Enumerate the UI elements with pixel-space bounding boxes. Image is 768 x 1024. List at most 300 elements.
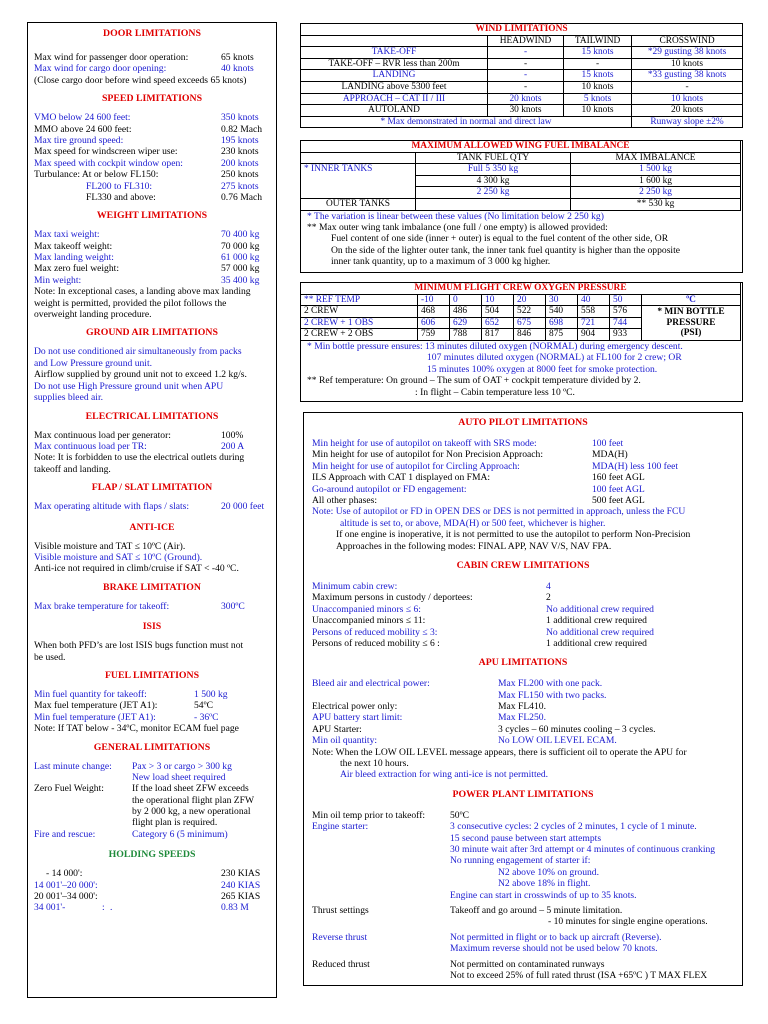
door-limitations-title: DOOR LIMITATIONS: [103, 28, 201, 39]
apu-value: Max FL410.: [498, 701, 546, 713]
apu-label: Electrical power only:: [312, 701, 398, 713]
fuel-value: 54ºC: [194, 700, 213, 712]
fuel-note: Note: If TAT below - 34ºC, monitor ECAM fuel page: [34, 723, 239, 735]
anti-ice-line: Visible moisture and TAT ≤ 10ºC (Air).: [34, 540, 186, 552]
speed-label: Turbulance: At or below FL150:: [34, 169, 159, 181]
wind-cell: 10 knots: [564, 81, 632, 93]
oxygen-value: 904: [578, 329, 610, 341]
cabin-label: Unaccompanied minors ≤ 6:: [312, 603, 421, 615]
isis-line: be used.: [34, 651, 66, 663]
holding-colon: :: [102, 902, 105, 914]
flap-value: 20 000 feet: [221, 501, 265, 513]
wind-header: TAILWIND: [564, 35, 632, 47]
wind-row: [301, 81, 743, 93]
outer-tanks-label: OUTER TANKS: [301, 198, 416, 210]
weight-value: 70 000 kg: [221, 240, 260, 252]
fuel-value: 1 500 kg: [194, 688, 228, 700]
fuel-label: Min fuel quantity for takeoff:: [34, 688, 147, 700]
starter-row: [312, 867, 734, 878]
oil-temp-row: [312, 810, 734, 821]
holding-value: 240 KIAS: [221, 879, 261, 891]
electrical-row: [34, 430, 270, 441]
weight-value: 35 400 kg: [221, 274, 260, 286]
oxygen-value: 675: [514, 317, 546, 329]
autopilot-row: [312, 449, 734, 460]
wind-cell: -: [488, 70, 564, 82]
autopilot-label: Min height for use of autopilot on takeoff with SRS mode:: [312, 438, 537, 449]
cabin-label: Maximum persons in custody / deportees:: [312, 592, 473, 604]
starter-value: N2 above 10% on ground.: [498, 866, 599, 878]
cabin-value: 2: [546, 592, 551, 604]
left-panel: [27, 22, 277, 998]
weight-label: Max landing weight:: [34, 252, 114, 264]
flap-label: Max operating altitude with flaps / slats:: [34, 501, 190, 513]
oxygen-unit: ºC: [642, 294, 741, 306]
weight-row: [34, 252, 270, 263]
cabin-row: [312, 638, 734, 649]
fuel-value: - 36ºC: [194, 711, 219, 723]
min-bottle-line: PRESSURE: [666, 317, 716, 328]
wind-row-label: AUTOLAND: [301, 105, 488, 117]
oxygen-value: 788: [450, 329, 482, 341]
ref-temp-label: ** REF TEMP: [301, 294, 418, 306]
speed-value: 350 knots: [221, 112, 259, 124]
imbalance-header: MAX IMBALANCE: [571, 152, 741, 164]
speed-label: Max tire ground speed:: [34, 134, 124, 146]
imbalance-table: [300, 140, 741, 211]
apu-note: Air bleed extraction for wing anti-ice is not permitted.: [340, 769, 549, 781]
speed-value: 0.82 Mach: [221, 123, 263, 135]
thrust-row: [312, 916, 734, 927]
oxygen-value: 522: [514, 306, 546, 318]
electrical-value: 200 A: [221, 440, 245, 452]
min-bottle-label: [642, 306, 741, 341]
imbalance-note: inner tank quantity, up to a maximum of 3 000 kg higher.: [331, 256, 551, 268]
cabin-label: Persons of reduced mobility ≤ 3:: [312, 626, 438, 638]
starter-value: N2 above 18% in flight.: [498, 878, 591, 890]
oxygen-note: ** Ref temperature: On ground – The sum of OAT + cockpit temperature divided by 2.: [307, 375, 641, 387]
wind-cell: 20 knots: [488, 93, 564, 105]
fire-label: Fire and rescue:: [34, 828, 96, 840]
weight-value: 57 000 kg: [221, 263, 260, 275]
wind-cell: -: [564, 58, 632, 70]
door-note: (Close cargo door before wind speed exceeds 65 knots): [34, 74, 247, 86]
autopilot-label: Min height for use of autopilot for Circling Approach:: [312, 460, 520, 472]
autopilot-value: MDA(H) less 100 feet: [592, 460, 679, 472]
oil-temp-label: Min oil temp prior to takeoff:: [312, 809, 426, 821]
oxygen-value: 504: [482, 306, 514, 318]
imbalance-panel: [300, 140, 743, 273]
brake-label: Max brake temperature for takeoff:: [34, 600, 170, 612]
cabin-value: 4: [546, 580, 551, 592]
cabin-row: [312, 581, 734, 592]
autopilot-row: [312, 461, 734, 472]
door-value: 40 knots: [221, 63, 254, 75]
speed-value: 230 knots: [221, 146, 259, 158]
zfw-label: Zero Fuel Weight:: [34, 783, 104, 795]
weight-value: 70 400 kg: [221, 229, 260, 241]
cabin-label: Persons of reduced mobility ≤ 6 :: [312, 637, 440, 649]
oxygen-temp: 20: [514, 294, 546, 306]
weight-row: [34, 229, 270, 240]
imbalance-note: On the side of the lighter outer tank, the inner tank fuel quantity is higher than the opposite: [331, 244, 681, 256]
apu-note: the next 10 hours.: [340, 758, 409, 770]
apu-label: APU battery start limit:: [312, 712, 403, 724]
wind-cell: 10 knots: [564, 105, 632, 117]
starter-row: [312, 855, 734, 866]
apu-label: APU Starter:: [312, 723, 362, 735]
oxygen-value: 759: [418, 329, 450, 341]
anti-ice-title: ANTI-ICE: [129, 521, 175, 533]
oxygen-temp: -10: [418, 294, 450, 306]
reverse-value: Maximum reverse should not be used below 70 knots.: [450, 943, 658, 955]
general-title: GENERAL LIMITATIONS: [93, 741, 211, 753]
last-minute-value: Pax > 3 or cargo > 300 kg: [132, 760, 232, 772]
autopilot-label: Min height for use of autopilot for Non Precision Approach:: [312, 449, 544, 461]
oxygen-temp: 40: [578, 294, 610, 306]
apu-row: [312, 701, 734, 712]
wind-row-label: TAKE-OFF: [301, 47, 488, 59]
cabin-value: No additional crew required: [546, 603, 654, 615]
ground-air-line: Do not use conditioned air simultaneously from packs: [34, 346, 242, 358]
oxygen-value: 698: [546, 317, 578, 329]
speed-label: FL330 and above:: [86, 191, 156, 203]
imbalance-corner: [301, 152, 416, 164]
zfw-row: [34, 806, 270, 817]
fire-value: Category 6 (5 minimum): [132, 828, 228, 840]
reduced-value: Not permitted on contaminated runways: [450, 958, 605, 970]
oxygen-value: 721: [578, 317, 610, 329]
wind-row-label: LANDING: [301, 70, 488, 82]
starter-row: [312, 878, 734, 889]
autopilot-note: altitude is set to, or above, MDA(H) or 500 feet, whichever is higher.: [340, 517, 606, 529]
speed-row: [34, 192, 270, 203]
oxygen-value: 558: [578, 306, 610, 318]
oxygen-note: * Min bottle pressure ensures: 13 minutes diluted oxygen (NORMAL) during emergency descent.: [307, 340, 683, 352]
oxygen-temp: 30: [546, 294, 578, 306]
autopilot-value: 100 feet: [592, 438, 624, 449]
oxygen-value: 606: [418, 317, 450, 329]
reduced-row: [312, 959, 734, 970]
holding-label: 34 001'-: [34, 902, 66, 914]
holding-value: 265 KIAS: [221, 891, 261, 903]
weight-label: Max takeoff weight:: [34, 240, 113, 252]
oxygen-value: 486: [450, 306, 482, 318]
reverse-row: [312, 943, 734, 954]
cabin-row: [312, 604, 734, 615]
oxygen-temp: 0: [450, 294, 482, 306]
oxygen-value: 744: [610, 317, 642, 329]
apu-bleed-row: [312, 678, 734, 689]
oxygen-value: 846: [514, 329, 546, 341]
zfw-value: flight plan is required.: [132, 817, 218, 829]
autopilot-row: [312, 472, 734, 483]
apu-label: Min oil quantity:: [312, 735, 378, 747]
speed-label: Max speed with cockpit window open:: [34, 157, 183, 169]
min-bottle-line: (PSI): [680, 328, 702, 339]
apu-note: Note: When the LOW OIL LEVEL message appears, there is sufficient oil to operate the APU for: [312, 746, 687, 758]
electrical-label: Max continuous load per generator:: [34, 429, 171, 441]
door-row: [34, 63, 270, 74]
cabin-row: [312, 615, 734, 626]
ground-air-line: Do not use High Pressure ground unit when APU: [34, 380, 224, 392]
electrical-value: 100%: [221, 429, 244, 441]
reduced-label: Reduced thrust: [312, 958, 370, 970]
electrical-note: Note: It is forbidden to use the electrical outlets during: [34, 452, 245, 464]
powerplant-title: POWER PLANT LIMITATIONS: [452, 788, 594, 800]
apu-bleed-row: [312, 690, 734, 701]
starter-value: 30 minute wait after 3rd attempt or 4 minutes of continuous cranking: [450, 844, 716, 856]
speed-row: [34, 112, 270, 123]
door-value: 65 knots: [221, 52, 254, 63]
anti-ice-line: Anti-ice not required in climb/cruise if SAT < -40 ºC.: [34, 563, 239, 575]
reduced-value: Not to exceed 25% of full rated thrust (ISA +65ºC ) T MAX FLEX: [450, 969, 708, 981]
holding-row: [34, 902, 270, 913]
brake-row: [34, 601, 270, 612]
reverse-label: Reverse thrust: [312, 931, 368, 943]
wind-row: [301, 70, 743, 82]
oil-temp-value: 50ºC: [450, 809, 469, 821]
wind-row: [301, 93, 743, 105]
starter-value: No running engagement of starter if:: [450, 855, 591, 867]
wind-table: [300, 23, 743, 128]
holding-value: 230 KIAS: [221, 868, 261, 880]
imbalance-note: Fuel content of one side (inner + outer) is equal to the fuel content of the other side, OR: [331, 233, 669, 245]
oxygen-value: 576: [610, 306, 642, 318]
fuel-row: [34, 689, 270, 700]
wind-footnote: * Max demonstrated in normal and direct law: [301, 116, 632, 128]
autopilot-label: All other phases:: [312, 494, 378, 506]
wind-cell: 15 knots: [564, 47, 632, 59]
oxygen-row-label: 2 CREW + 2 OBS: [301, 329, 418, 341]
fuel-title: FUEL LIMITATIONS: [104, 669, 200, 681]
wind-cell: 20 knots: [632, 105, 743, 117]
autopilot-row: [312, 495, 734, 506]
cabin-label: Unaccompanied minors ≤ 11:: [312, 615, 426, 627]
last-minute-label: Last minute change:: [34, 760, 112, 772]
brake-title: BRAKE LIMITATION: [103, 581, 201, 593]
fuel-label: Min fuel temperature (JET A1):: [34, 711, 156, 723]
imbalance-note: * The variation is linear between these values (No limitation below 2 250 kg): [307, 210, 604, 222]
outer-tanks-empty: [416, 198, 571, 210]
apu-bleed-label: Bleed air and electrical power:: [312, 678, 430, 690]
oxygen-value: 817: [482, 329, 514, 341]
apu-value: No LOW OIL LEVEL ECAM.: [498, 735, 617, 747]
wind-cell: *29 gusting 38 knots: [632, 47, 743, 59]
imbalance-value: 1 600 kg: [571, 175, 741, 187]
speed-value: 0.76 Mach: [221, 191, 263, 203]
speed-row: [34, 135, 270, 146]
starter-row: [312, 890, 734, 901]
door-row: [34, 52, 270, 63]
apu-row: [312, 735, 734, 746]
speed-label: FL200 to FL310:: [86, 180, 153, 192]
apu-row: [312, 724, 734, 735]
last-minute-row: [34, 761, 270, 772]
wind-corner: [301, 35, 488, 47]
cabin-row: [312, 627, 734, 638]
weight-label: Max taxi weight:: [34, 229, 100, 241]
holding-dot: .: [110, 902, 113, 914]
reverse-value: Not permitted in flight or to back up aircraft (Reverse).: [450, 931, 662, 943]
speed-row: [34, 158, 270, 169]
weight-row: [34, 275, 270, 286]
starter-row: [312, 844, 734, 855]
weight-limitations-title: WEIGHT LIMITATIONS: [96, 210, 208, 222]
wind-row-label: TAKE-OFF – RVR less than 200m: [301, 58, 488, 70]
starter-value: 15 second pause between start attempts: [450, 832, 602, 844]
imbalance-note: ** Max outer wing tank imbalance (one full / one empty) is allowed provided:: [307, 221, 608, 233]
oxygen-table: [300, 282, 741, 341]
weight-row: [34, 263, 270, 274]
wind-cell: -: [632, 81, 743, 93]
fuel-label: Max fuel temperature (JET A1):: [34, 700, 158, 712]
zfw-row: [34, 783, 270, 794]
oxygen-row-label: 2 CREW: [301, 306, 418, 318]
speed-value: 200 knots: [221, 157, 259, 169]
imbalance-qty: Full 5 350 kg: [416, 164, 571, 176]
weight-note: overweight landing procedure.: [34, 309, 152, 321]
oxygen-temp: 50: [610, 294, 642, 306]
cabin-crew-title: CABIN CREW LIMITATIONS: [456, 559, 590, 571]
cabin-value: 1 additional crew required: [546, 637, 647, 649]
weight-label: Max zero fuel weight:: [34, 263, 119, 275]
apu-title: APU LIMITATIONS: [478, 657, 568, 669]
zfw-value: by 2 000 kg, a new operational: [132, 806, 251, 818]
speed-limitations-title: SPEED LIMITATIONS: [101, 93, 203, 105]
oxygen-temp: 10: [482, 294, 514, 306]
autopilot-value: 500 feet AGL: [592, 494, 645, 506]
reverse-row: [312, 932, 734, 943]
reduced-row: [312, 970, 734, 981]
imbalance-value: 2 250 kg: [571, 187, 741, 199]
autopilot-value: 160 feet AGL: [592, 472, 645, 484]
last-minute-value: New load sheet required: [132, 771, 226, 783]
imbalance-header: TANK FUEL QTY: [416, 152, 571, 164]
oxygen-value: 540: [546, 306, 578, 318]
speed-label: VMO below 24 600 feet:: [34, 112, 131, 124]
weight-note: Note: In exceptional cases, a landing above max landing: [34, 286, 251, 298]
wind-row: [301, 58, 743, 70]
ground-air-line: supplies bleed air.: [34, 392, 104, 404]
zfw-value: the operational flight plan ZFW: [132, 794, 255, 806]
wind-cell: *33 gusting 38 knots: [632, 70, 743, 82]
autopilot-note: Note: Use of autopilot or FD in OPEN DES or DES is not permitted in approach, unless the FCU: [312, 506, 686, 518]
autopilot-label: Go-around autopilot or FD engagement:: [312, 483, 467, 495]
apu-value: 3 cycles – 60 minutes cooling – 3 cycles.: [498, 723, 656, 735]
runway-slope: Runway slope ±2%: [632, 116, 743, 128]
autopilot-note: Approaches in the following modes: FINAL APP, NAV V/S, NAV FPA.: [336, 540, 612, 552]
isis-title: ISIS: [142, 621, 162, 633]
oxygen-row-label: 2 CREW + 1 OBS: [301, 317, 418, 329]
zfw-row: [34, 795, 270, 806]
door-label: Max wind for cargo door opening:: [34, 63, 167, 75]
holding-title: HOLDING SPEEDS: [108, 849, 196, 861]
oxygen-value: 875: [546, 329, 578, 341]
ground-air-line: and Low Pressure ground unit.: [34, 357, 153, 369]
door-label: Max wind for passenger door operation:: [34, 52, 189, 63]
zfw-row: [34, 817, 270, 828]
fuel-row: [34, 712, 270, 723]
electrical-title: ELECTRICAL LIMITATIONS: [85, 410, 219, 422]
inner-tanks-label: * INNER TANKS: [301, 164, 416, 199]
speed-row: [34, 181, 270, 192]
holding-label: - 14 000':: [46, 868, 83, 880]
wind-cell: 5 knots: [564, 93, 632, 105]
speed-label: Max speed for windscreen wiper use:: [34, 146, 178, 158]
autopilot-row: [312, 484, 734, 495]
wind-row: [301, 47, 743, 59]
wind-cell: 10 knots: [632, 58, 743, 70]
autopilot-row: [312, 438, 734, 449]
isis-line: When both PFD’s are lost ISIS bugs function must not: [34, 640, 244, 652]
holding-row: [34, 868, 270, 879]
oxygen-panel: [300, 282, 743, 402]
fire-row: [34, 829, 270, 840]
zfw-value: If the load sheet ZFW exceeds: [132, 783, 249, 795]
cabin-row: [312, 592, 734, 603]
holding-value: 0.83 M: [221, 902, 249, 914]
flap-row: [34, 501, 270, 512]
fuel-row: [34, 700, 270, 711]
wind-header: CROSSWIND: [632, 35, 743, 47]
starter-row: [312, 833, 734, 844]
speed-row: [34, 124, 270, 135]
thrust-value: Takeoff and go around – 5 minute limitation.: [450, 905, 623, 916]
wind-row: [301, 105, 743, 117]
speed-value: 195 knots: [221, 134, 259, 146]
autopilot-note: If one engine is inoperative, it is not permitted to use the autopilot to perform Non-Precision: [336, 529, 691, 541]
imbalance-value: 1 500 kg: [571, 164, 741, 176]
wind-row-label: APPROACH – CAT II / III: [301, 93, 488, 105]
cabin-value: No additional crew required: [546, 626, 654, 638]
oxygen-value: 629: [450, 317, 482, 329]
wind-cell: -: [488, 81, 564, 93]
starter-label: Engine starter:: [312, 821, 369, 833]
oxygen-value: 652: [482, 317, 514, 329]
starter-row: [312, 821, 734, 832]
wind-cell: -: [488, 47, 564, 59]
wind-cell: 10 knots: [632, 93, 743, 105]
speed-value: 275 knots: [221, 180, 259, 192]
autopilot-value: MDA(H): [592, 449, 628, 461]
oxygen-value: 468: [418, 306, 450, 318]
right-lower-panel: [303, 412, 743, 986]
holding-row: [34, 891, 270, 902]
electrical-row: [34, 441, 270, 452]
ground-air-title: GROUND AIR LIMITATIONS: [86, 327, 218, 339]
oxygen-title: MINIMUM FLIGHT CREW OXYGEN PRESSURE: [301, 283, 741, 295]
min-bottle-line: * MIN BOTTLE: [657, 307, 725, 318]
thrust-value: - 10 minutes for single engine operations.: [548, 916, 708, 928]
starter-value: 3 consecutive cycles: 2 cycles of 2 minutes, 1 cycle of 1 minute.: [450, 821, 697, 833]
thrust-row: [312, 905, 734, 916]
holding-row: [34, 880, 270, 891]
imbalance-title: MAXIMUM ALLOWED WING FUEL IMBALANCE: [301, 141, 741, 153]
thrust-label: Thrust settings: [312, 905, 369, 916]
weight-label: Min weight:: [34, 274, 82, 286]
wind-cell: -: [488, 58, 564, 70]
oxygen-value: 933: [610, 329, 642, 341]
speed-row: [34, 146, 270, 157]
starter-value: Engine can start in crosswinds of up to 35 knots.: [450, 889, 637, 901]
brake-value: 300ºC: [221, 600, 245, 612]
autopilot-value: 100 feet AGL: [592, 483, 645, 495]
speed-row: [34, 169, 270, 180]
imbalance-row: [301, 164, 741, 176]
wind-row-label: LANDING above 5300 feet: [301, 81, 488, 93]
flap-title: FLAP / SLAT LIMITATION: [91, 482, 213, 494]
